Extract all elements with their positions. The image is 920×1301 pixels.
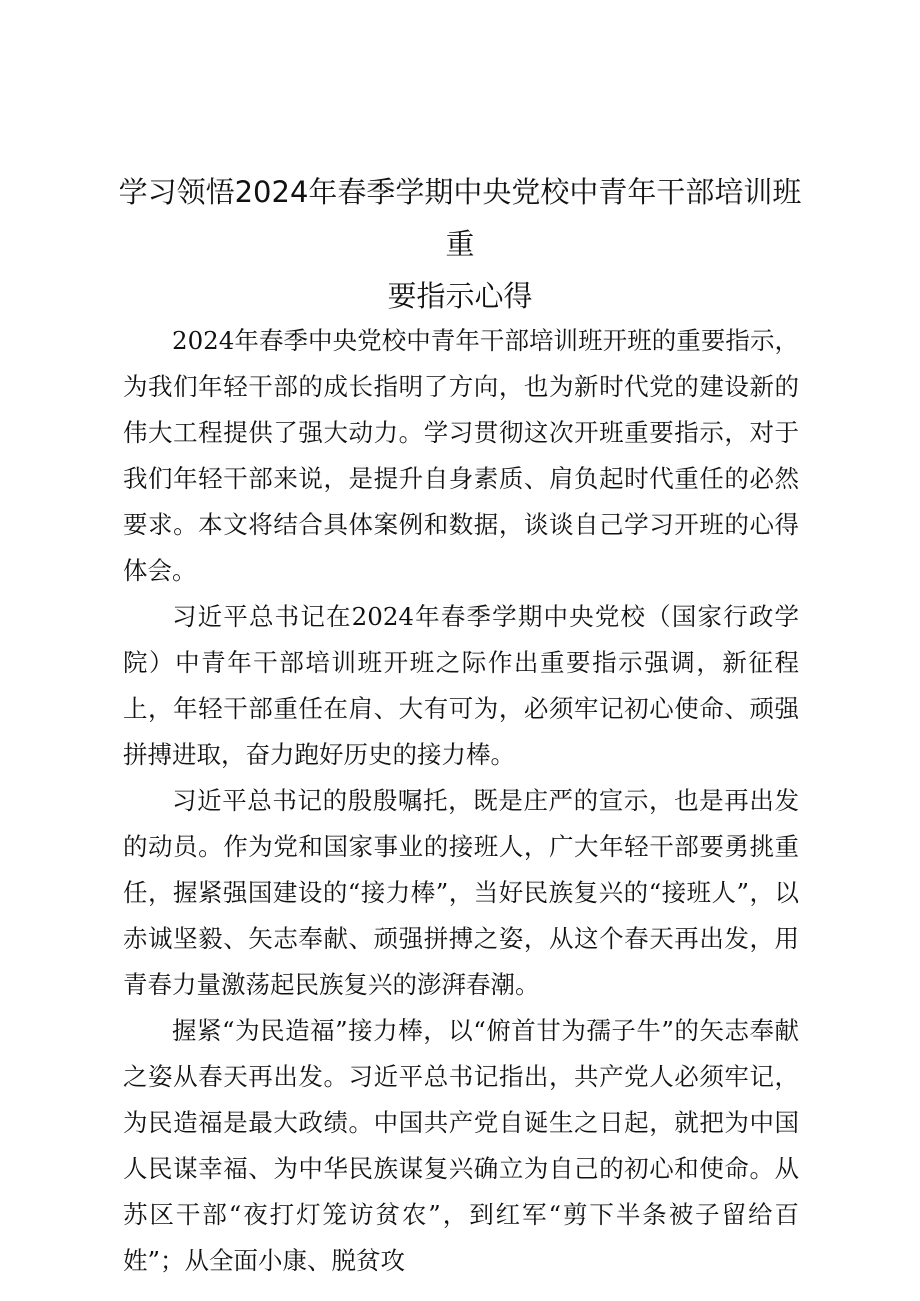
title-line-2: 要指示心得 [387, 279, 533, 313]
paragraph-2: 习近平总书记在2024年春季学期中央党校（国家行政学院）中青年干部培训班开班之际作出重要指示强调，新征程上，年轻干部重任在肩、大有可为，必须牢记初心使命、顽强拼搏进取，奋力跑好历史的接力棒。 [123, 602, 799, 769]
document-title [118, 166, 802, 322]
title-line-1: 学习领悟2024年春季学期中央党校中青年干部培训班重 [118, 175, 802, 261]
paragraph-1: 2024年春季中央党校中青年干部培训班开班的重要指示，为我们年轻干部的成长指明了方向，也为新时代党的建设新的伟大工程提供了强大动力。学习贯彻这次开班重要指示，对于我们年轻干部来说，是提升自身素质、肩负起时代重任的必然要求。本文将结合具体案例和数据，谈谈自己学习开班的心得体会。 [123, 326, 799, 585]
document-body [123, 318, 799, 1284]
paragraph-4: 握紧“为民造福”接力棒，以“俯首甘为孺子牛”的矢志奉献之姿从春天再出发。习近平总书记指出，共产党人必须牢记，为民造福是最大政绩。中国共产党自诞生之日起，就把为中国人民谋幸福、为中华民族谋复兴确立为自己的初心和使命。从苏区干部“夜打灯笼访贫农”，到红军“剪下半条被子留给百姓”；从全面小康、脱贫攻 [123, 1016, 799, 1275]
paragraph-3: 习近平总书记的殷殷嘱托，既是庄严的宣示，也是再出发的动员。作为党和国家事业的接班人，广大年轻干部要勇挑重任，握紧强国建设的“接力棒”，当好民族复兴的“接班人”，以赤诚坚毅、矢志奉献、顽强拼搏之姿，从这个春天再出发，用青春力量激荡起民族复兴的澎湃春潮。 [123, 786, 799, 999]
